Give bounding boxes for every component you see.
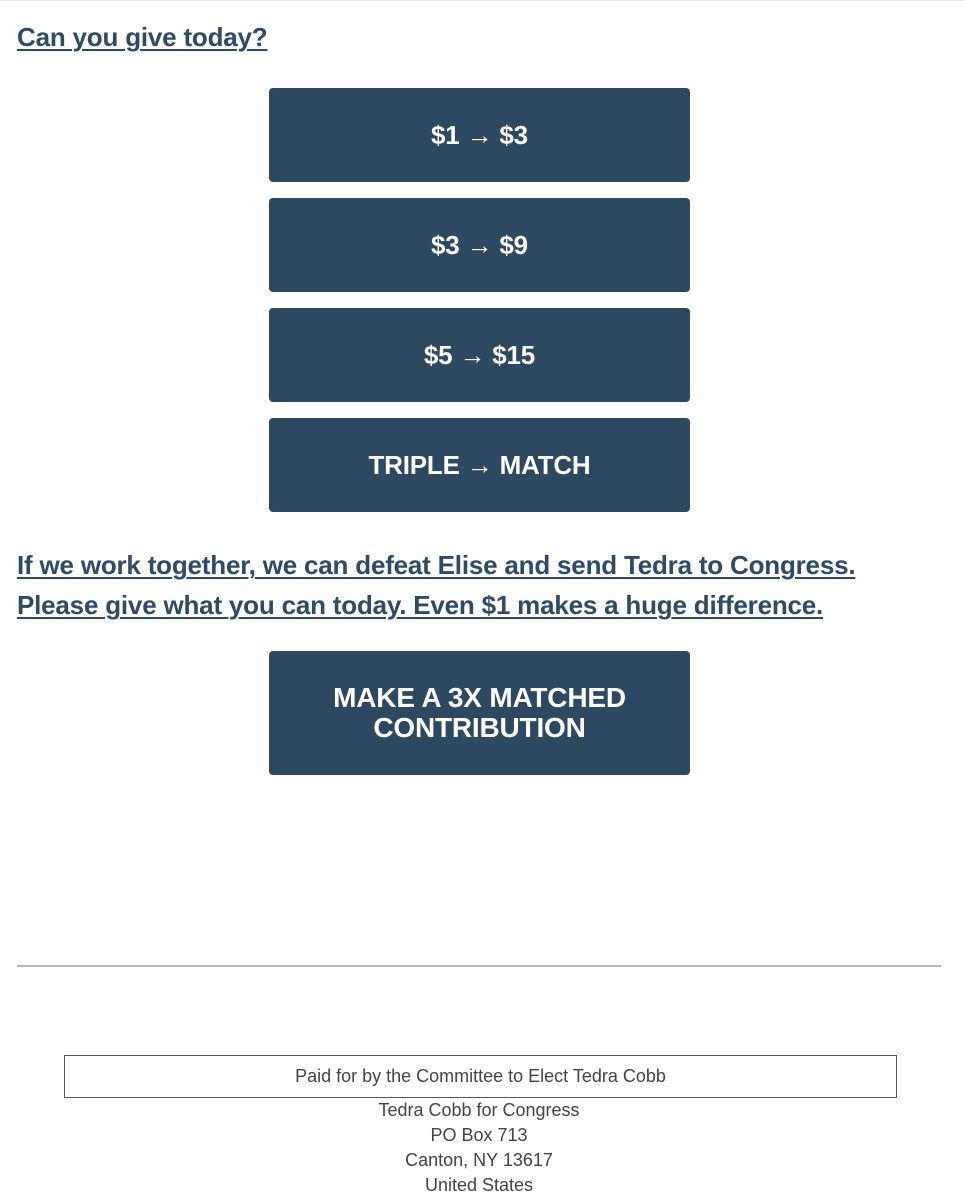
triple-match-button[interactable]: TRIPLE → MATCH [269,418,690,512]
appeal-line-1: If we work together, we can defeat Elise and send Tedra to Congress. [17,550,856,580]
appeal-link[interactable] [17,545,957,625]
appeal-line-2: Please give what you can today. Even $1 makes a huge difference. [17,590,824,620]
cta-line-2: CONTRIBUTION [373,712,586,743]
donate-1-button[interactable]: $1 → $3 [269,88,690,182]
address-line-city: Canton, NY 13617 [405,1150,553,1170]
address-line-org: Tedra Cobb for Congress [378,1100,580,1120]
donate-5-button[interactable]: $5 → $15 [269,308,690,402]
give-today-link[interactable]: Can you give today? [17,22,268,52]
mailing-address [0,1098,958,1198]
footer-divider [17,965,941,967]
paid-for-disclaimer: Paid for by the Committee to Elect Tedra Cobb [64,1055,897,1098]
address-line-country: United States [424,1175,534,1195]
cta-line-1: MAKE A 3X MATCHED [333,682,626,713]
donate-3-button[interactable]: $3 → $9 [269,198,690,292]
address-line-pobox: PO Box 713 [430,1125,528,1145]
matched-contribution-button[interactable] [269,651,690,775]
top-border [0,0,964,1]
